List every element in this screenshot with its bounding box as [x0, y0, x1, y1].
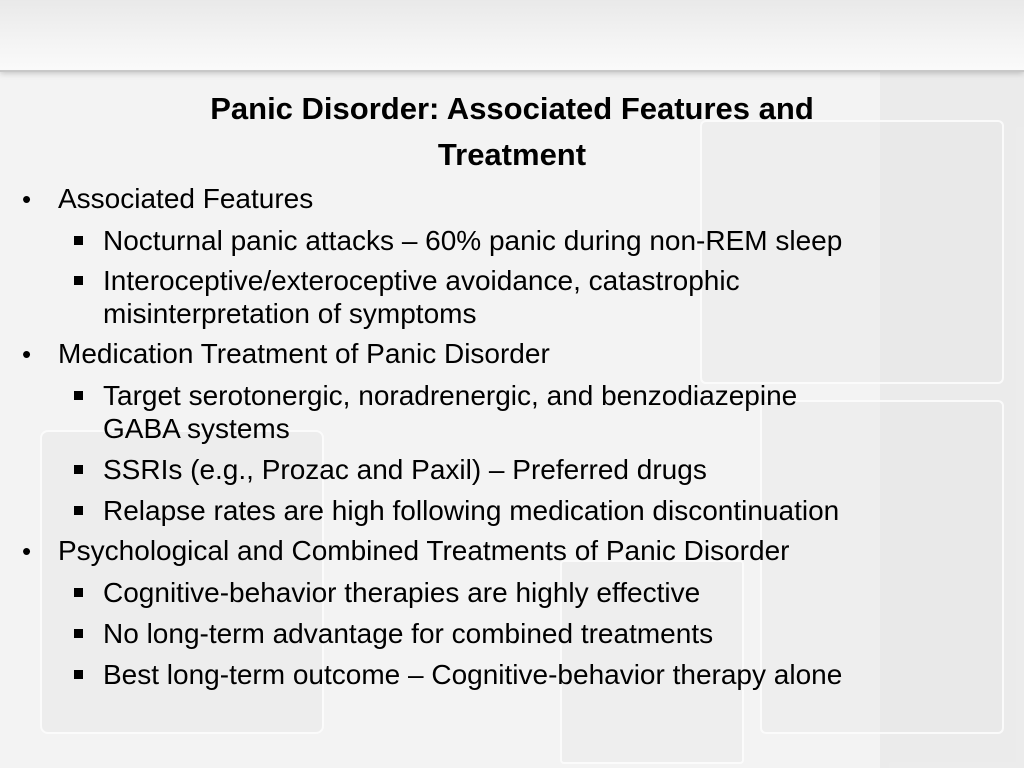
square-bullet-icon — [74, 506, 83, 515]
square-bullet-icon — [74, 276, 83, 285]
sub-bullet-text: Nocturnal panic attacks – 60% panic during non-REM sleep — [103, 225, 843, 256]
sub-bullet-text: Interoceptive/exteroceptive avoidance, catastrophic — [103, 265, 740, 296]
sub-bullet-text: Cognitive-behavior therapies are highly effective — [103, 577, 701, 608]
sub-bullet-text: Best long-term outcome – Cognitive-behavior therapy alone — [103, 659, 843, 690]
sub-bullet-text: Relapse rates are high following medication discontinuation — [103, 495, 840, 526]
sub-bullet-text: SSRIs (e.g., Prozac and Paxil) – Preferred drugs — [103, 454, 707, 485]
sub-bullet-text: Target serotonergic, noradrenergic, and benzodiazepine — [103, 380, 798, 411]
round-bullet-icon: • — [22, 184, 32, 214]
bullet-text: Associated Features — [58, 183, 314, 214]
round-bullet-icon: • — [22, 536, 32, 566]
bullet-text: Medication Treatment of Panic Disorder — [58, 338, 550, 369]
sub-bullet-text: No long-term advantage for combined treatments — [103, 618, 714, 649]
square-bullet-icon — [74, 670, 83, 679]
square-bullet-icon — [74, 465, 83, 474]
bullet-text: Psychological and Combined Treatments of Panic Disorder — [58, 535, 790, 566]
sub-bullet-text: GABA systems — [103, 413, 290, 444]
round-bullet-icon: • — [22, 339, 32, 369]
square-bullet-icon — [74, 236, 83, 245]
square-bullet-icon — [74, 391, 83, 400]
square-bullet-icon — [74, 629, 83, 638]
square-bullet-icon — [74, 588, 83, 597]
sub-bullet-text: misinterpretation of symptoms — [103, 298, 477, 329]
slide-title-line: Panic Disorder: Associated Features and — [210, 91, 814, 126]
slide-title-line: Treatment — [437, 137, 587, 172]
